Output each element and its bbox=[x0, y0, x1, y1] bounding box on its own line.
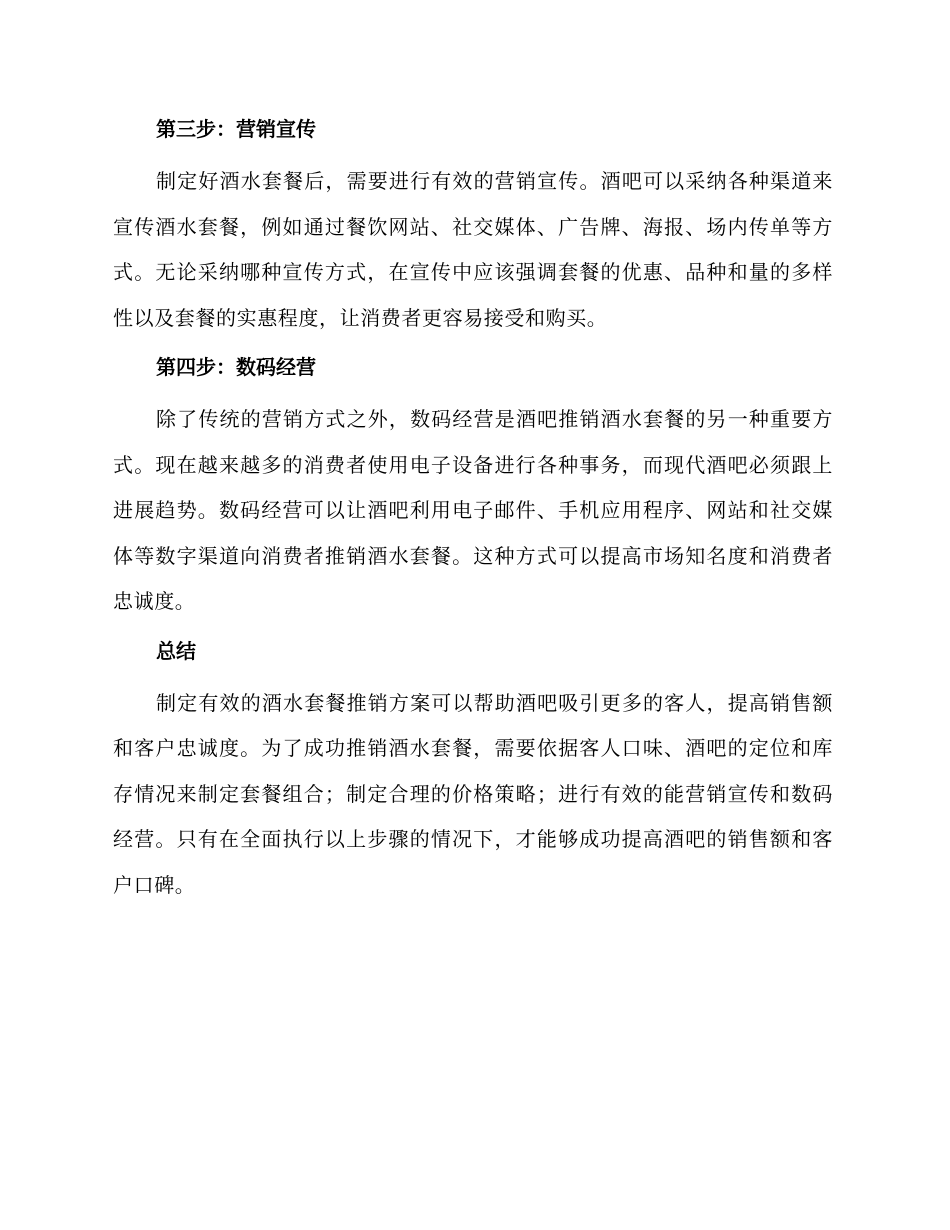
section-heading-summary: 总结 bbox=[156, 638, 196, 663]
section-heading-marketing: 第三步：营销宣传 bbox=[156, 117, 316, 141]
section-heading-digital: 第四步：数码经营 bbox=[156, 355, 316, 379]
document-body bbox=[113, 112, 833, 908]
paragraph-marketing: 制定好酒水套餐后，需要进行有效的营销宣传。酒吧可以采纳各种渠道来宣传酒水套餐，例如通过餐饮网站、社交媒体、广告牌、海报、场内传单等方式。无论采纳哪种宣传方式，在宣传中应该强调套餐的优惠、品种和量的多样性以及套餐的实惠程度，让消费者更容易接受和购买。 bbox=[113, 169, 833, 330]
paragraph-digital: 除了传统的营销方式之外，数码经营是酒吧推销酒水套餐的另一种重要方式。现在越来越多的消费者使用电子设备进行各种事务，而现代酒吧必须跟上进展趋势。数码经营可以让酒吧利用电子邮件、手机应用程序、网站和社交媒体等数字渠道向消费者推销酒水套餐。这种方式可以提高市场知名度和消费者忠诚度。 bbox=[113, 407, 833, 613]
paragraph-summary: 制定有效的酒水套餐推销方案可以帮助酒吧吸引更多的客人，提高销售额和客户忠诚度。为了成功推销酒水套餐，需要依据客人口味、酒吧的定位和库存情况来制定套餐组合；制定合理的价格策略；进行有效的能营销宣传和数码经营。只有在全面执行以上步骤的情况下，才能够成功提高酒吧的销售额和客户口碑。 bbox=[113, 690, 833, 897]
